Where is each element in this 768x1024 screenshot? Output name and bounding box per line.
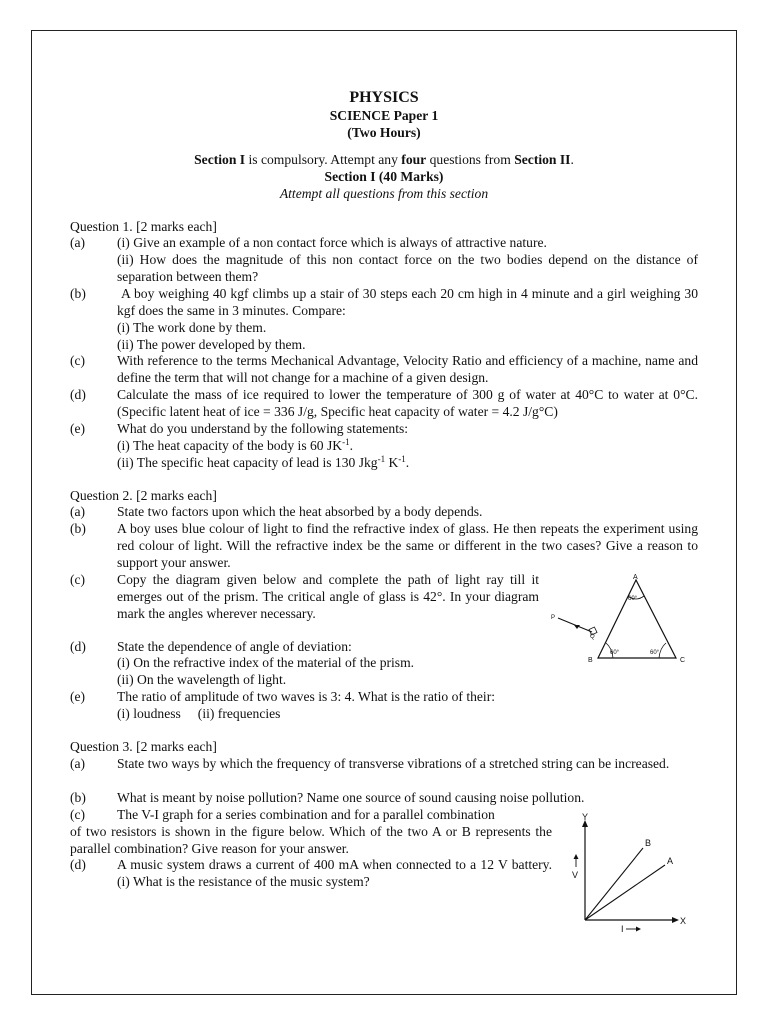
q1-b-text: A boy weighing 40 kgf climbs up a stair of 30 steps each 20 cm high in 4 minute and a girl weighing 30 kgf does the same in 3 minutes. Compare:: [117, 286, 698, 318]
q1-heading: Question 1. [2 marks each]: [70, 219, 217, 234]
q2-b-label: (b): [70, 521, 86, 536]
q2-d-label: (d): [70, 639, 86, 654]
q2-d-text: State the dependence of angle of deviation:: [117, 639, 352, 654]
section-title: Section I (40 Marks): [324, 169, 444, 184]
prism-label-q: Q: [590, 634, 595, 640]
q1-a-i: (i) Give an example of a non contact force which is always of attractive nature.: [117, 235, 547, 250]
q1-b-ii: (ii) The power developed by them.: [117, 337, 306, 352]
q3-d-label: (d): [70, 857, 86, 872]
prism-diagram: [540, 570, 700, 670]
q1-a-label: (a): [70, 235, 86, 250]
q1-d-text: Calculate the mass of ice required to lower the temperature of 300 g of water at 40°C to water at 0°C. (Specific latent heat of ice = 336 J/g, Specific heat capacity of water = 4.2 J/g°C): [117, 387, 698, 419]
q1-e-text: What do you understand by the following statements:: [117, 421, 409, 436]
q2-a-text: State two factors upon which the heat absorbed by a body depends.: [117, 504, 483, 519]
vi-graph: [565, 810, 695, 935]
q1-d-label: (d): [70, 387, 86, 402]
q2-a-label: (a): [70, 504, 86, 519]
q3-c-continued: of two resistors is shown in the figure below. Which of the two A or B represents the parallel combination? Give reason for your answer.: [70, 824, 552, 856]
prism-label-a: A: [633, 574, 638, 581]
prism-label-b: B: [588, 657, 593, 664]
q2-e-label: (e): [70, 689, 86, 704]
prism-angle-right: 60°: [650, 650, 660, 656]
q1-b-label: (b): [70, 286, 86, 301]
prism-label-c: C: [680, 657, 686, 664]
q3-a-text: State two ways by which the frequency of transverse vibrations of a stretched string can be increased.: [117, 756, 670, 771]
paper-title: SCIENCE Paper 1: [329, 108, 439, 123]
q3-c-text: The V-I graph for a series combination and for a parallel combination: [117, 807, 495, 822]
q1-c-text: With reference to the terms Mechanical Advantage, Velocity Ratio and efficiency of a machine, name and define the term that will not change for a machine of a given design.: [117, 353, 698, 385]
v-arrowhead: [574, 854, 579, 859]
x-axis-label: X: [680, 916, 687, 926]
q3-a-label: (a): [70, 756, 86, 771]
q1-a-ii: (ii) How does the magnitude of this non contact force on the two bodies depend on the distance of separation between them?: [117, 252, 698, 284]
subject-title: PHYSICS: [349, 89, 419, 106]
q1-c-label: (c): [70, 353, 86, 368]
q2-c-text: Copy the diagram given below and complete the path of light ray till it emerges out of the prism. The critical angle of glass is 42°. In your diagram mark the angles wherever necessary.: [117, 572, 539, 621]
prism-label-p: P: [551, 615, 556, 621]
i-axis-label: I: [621, 924, 624, 934]
q1-e-i: (i) The heat capacity of the body is 60 $JK^{-1}$.: [117, 437, 354, 453]
y-axis-label: Y: [582, 812, 589, 822]
q1-e-ii: (ii) The specific heat capacity of lead is 130 Jkg$^{-1}$ $K^{-1}$.: [117, 454, 410, 470]
q3-b-text: What is meant by noise pollution? Name one source of sound causing noise pollution.: [117, 790, 585, 805]
line-a: [585, 865, 665, 920]
v-axis-label: V: [572, 870, 579, 880]
prism-angle-arc-right: [659, 643, 666, 658]
q2-d-ii: (ii) On the wavelength of light.: [117, 672, 287, 687]
i-arrowhead: [636, 927, 641, 932]
q2-heading: Question 2. [2 marks each]: [70, 488, 217, 503]
prism-triangle: [598, 580, 676, 658]
prism-angle-left: 60°: [610, 650, 620, 656]
q3-d-text: A music system draws a current of 400 mA when connected to a 12 V battery. (i) What is the resistance of the music system?: [117, 857, 552, 889]
q3-c-label: (c): [70, 807, 86, 822]
q3-b-label: (b): [70, 790, 86, 805]
q3-heading: Question 3. [2 marks each]: [70, 739, 217, 754]
q2-e-text: The ratio of amplitude of two waves is 3: 4. What is the ratio of their:: [117, 689, 496, 704]
q2-e-options: (i) loudness (ii) frequencies: [117, 706, 281, 721]
q1-b-i: (i) The work done by them.: [117, 320, 267, 335]
prism-angle-top: 60°: [628, 596, 638, 602]
duration: (Two Hours): [347, 125, 421, 140]
line-b: [585, 848, 643, 920]
q2-b-text: A boy uses blue colour of light to find the refractive index of glass. He then repeats the experiment using red colour of light. Will the refractive index be the same or different in the two cases? Give a reason to support your answer.: [117, 521, 698, 570]
q2-d-i: (i) On the refractive index of the material of the prism.: [117, 655, 415, 670]
q1-e-label: (e): [70, 421, 86, 436]
instructions: Section I is compulsory. Attempt any four questions from Section II.: [194, 152, 574, 167]
line-a-label: A: [667, 856, 674, 866]
line-b-label: B: [645, 838, 652, 848]
q2-c-label: (c): [70, 572, 86, 587]
section-note: Attempt all questions from this section: [279, 186, 489, 201]
x-axis-arrowhead: [672, 917, 679, 923]
